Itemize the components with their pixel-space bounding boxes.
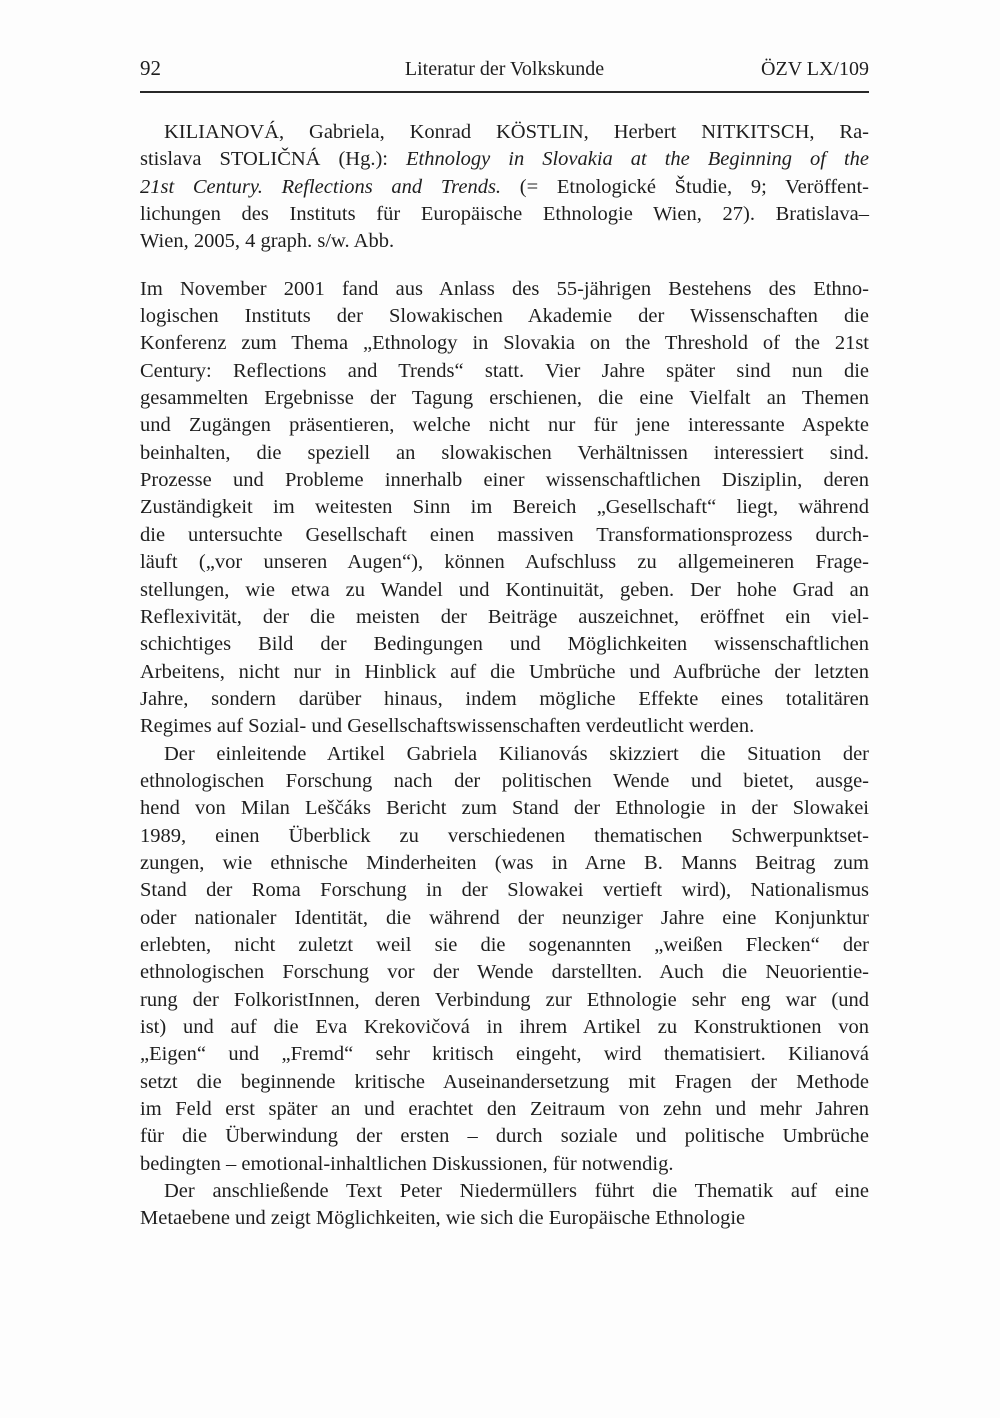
text-line <box>140 795 869 822</box>
paragraph-body-3 <box>140 1178 869 1233</box>
text-segment: Wien, 2005, 4 graph. s/w. Abb. <box>140 230 395 253</box>
text-segment: Im November 2001 fand aus Anlass des 55-jährigen Bestehens des Ethno- <box>140 277 869 300</box>
text-segment: „Eigen“ und „Fremd“ sehr kritisch eingeht, wird thematisiert. Kilianová <box>140 1043 869 1066</box>
text-segment: (= Etnologické Študie, 9; Veröffent- <box>501 175 869 198</box>
text-line <box>140 119 869 146</box>
text-segment: im Feld erst später an und erachtet den Zeitraum von zehn und mehr Jahren <box>140 1098 869 1121</box>
text-line <box>140 713 869 740</box>
text-line <box>140 1096 869 1123</box>
text-line <box>140 385 869 412</box>
text-segment: ethnologischen Forschung nach der politischen Wende und bietet, ausge- <box>140 769 869 792</box>
page-number: 92 <box>140 56 161 80</box>
text-segment: Der einleitende Artikel Gabriela Kilianovás skizziert die Situation der <box>164 742 869 765</box>
text-line <box>140 1014 869 1041</box>
text-segment: schichtiges Bild der Bedingungen und Möglichkeiten wissenschaftlichen <box>140 633 869 656</box>
paragraph-body-1 <box>140 276 869 741</box>
text-line <box>140 1123 869 1150</box>
text-segment: Konferenz zum Thema „Ethnology in Slovakia on the Threshold of the 21st <box>140 332 869 355</box>
text-segment: Jahre, sondern darüber hinaus, indem mögliche Effekte eines totalitären <box>140 687 869 710</box>
text-segment: Regimes auf Sozial- und Gesellschaftswissenschaften verdeutlicht werden. <box>140 715 755 738</box>
text-segment: setzt die beginnende kritische Auseinandersetzung mit Fragen der Methode <box>140 1070 869 1093</box>
text-line <box>140 467 869 494</box>
text-line <box>140 330 869 357</box>
text-line <box>140 358 869 385</box>
text-line <box>140 201 869 228</box>
text-line <box>140 604 869 631</box>
text-segment: und Zugängen präsentieren, welche nicht nur für jene interessante Aspekte <box>140 414 869 437</box>
running-title: Literatur der Volkskunde <box>404 58 605 80</box>
text-segment: 1989, einen Überblick zu verschiedenen thematischen Schwerpunktset- <box>140 824 869 847</box>
text-segment: stislava STOLIČNÁ (Hg.): <box>140 148 406 171</box>
text-segment: Zuständigkeit im weitesten Sinn im Bereich „Gesellschaft“ liegt, während <box>140 496 869 519</box>
text-segment: die untersuchte Gesellschaft einen massiven Transformationsprozess durch- <box>140 523 869 546</box>
text-line <box>140 228 869 255</box>
text-segment: Der anschließende Text Peter Niedermüllers führt die Thematik auf eine <box>164 1180 869 1203</box>
text-line <box>140 1151 869 1178</box>
text-segment: hend von Milan Leščáks Bericht zum Stand der Ethnologie in der Slowakei <box>140 797 869 820</box>
text-segment: ethnologischen Forschung vor der Wende darstellten. Auch die Neuorientie- <box>140 961 869 984</box>
text-segment: Stand der Roma Forschung in der Slowakei vertieft wird), Nationalismus <box>140 879 869 902</box>
text-segment: bedingten – emotional-inhaltlichen Diskussionen, für notwendig. <box>140 1152 674 1175</box>
text-line <box>140 412 869 439</box>
text-segment: oder nationaler Identität, die während der neunziger Jahre eine Konjunktur <box>140 906 869 929</box>
text-line <box>140 440 869 467</box>
text-segment: Century: Reflections and Trends“ statt. Vier Jahre später sind nun die <box>140 359 869 382</box>
header-rule <box>140 91 869 93</box>
text-segment: gesammelten Ergebnisse der Tagung erschienen, die eine Vielfalt an Themen <box>140 387 869 410</box>
text-segment: lichungen des Instituts für Europäische Ethnologie Wien, 27). Bratislava– <box>140 203 869 226</box>
text-line <box>140 174 869 201</box>
text-line <box>140 549 869 576</box>
text-line <box>140 1178 869 1205</box>
text-segment: Reflexivität, der die meisten der Beiträge auszeichnet, eröffnet ein viel- <box>140 605 869 628</box>
text-segment: stellungen, wie etwa zu Wandel und Kontinuität, geben. Der hohe Grad an <box>140 578 869 601</box>
text-line <box>140 522 869 549</box>
text-line <box>140 741 869 768</box>
text-segment: läuft („vor unseren Augen“), können Aufschluss zu allgemeineren Frage- <box>140 551 869 574</box>
paragraph-citation <box>140 119 869 256</box>
text-line <box>140 659 869 686</box>
italic-text-segment: Ethnology in Slovakia at the Beginning of the <box>406 148 869 171</box>
paragraph-body-2 <box>140 741 869 1179</box>
text-segment: Metaebene und zeigt Möglichkeiten, wie sich die Europäische Ethnologie <box>140 1207 746 1230</box>
text-segment: Prozesse und Probleme innerhalb einer wissenschaftlichen Disziplin, deren <box>140 469 869 492</box>
text-line <box>140 768 869 795</box>
text-line <box>140 932 869 959</box>
text-segment: für die Überwindung der ersten – durch soziale und politische Umbrüche <box>140 1125 869 1148</box>
text-segment: logischen Instituts der Slowakischen Akademie der Wissenschaften die <box>140 305 869 328</box>
text-segment: Arbeitens, nicht nur in Hinblick auf die Umbrüche und Aufbrüche der letzten <box>140 660 869 683</box>
text-line <box>140 905 869 932</box>
text-line <box>140 1205 869 1232</box>
text-line <box>140 1041 869 1068</box>
text-line <box>140 303 869 330</box>
text-segment: rung der FolkoristInnen, deren Verbindung zur Ethnologie sehr eng war (und <box>140 988 869 1011</box>
text-block <box>140 119 869 1233</box>
text-segment: ist) und auf die Eva Krekovičová in ihrem Artikel zu Konstruktionen von <box>140 1016 869 1038</box>
text-line <box>140 877 869 904</box>
text-line <box>140 146 869 173</box>
italic-text-segment: 21st Century. Reflections and Trends. <box>140 175 502 198</box>
text-block-container <box>140 57 869 1233</box>
text-line <box>140 577 869 604</box>
text-line <box>140 1069 869 1096</box>
text-line <box>140 959 869 986</box>
text-line <box>140 494 869 521</box>
text-line <box>140 823 869 850</box>
text-line <box>140 850 869 877</box>
text-segment: KILIANOVÁ, Gabriela, Konrad KÖSTLIN, Herbert NITKITSCH, Ra- <box>164 121 869 143</box>
text-segment: erlebten, nicht zuletzt weil sie die sogenannten „weißen Flecken“ der <box>140 933 869 956</box>
text-segment: zungen, wie ethnische Minderheiten (was in Arne B. Manns Beitrag zum <box>140 851 869 874</box>
text-line <box>140 631 869 658</box>
text-segment: beinhalten, die speziell an slowakischen Verhältnissen interessiert sind. <box>140 441 869 464</box>
text-line <box>140 686 869 713</box>
page-header <box>140 57 869 79</box>
text-line <box>140 276 869 303</box>
text-line <box>140 987 869 1014</box>
issue-label: ÖZV LX/109 <box>761 58 869 80</box>
